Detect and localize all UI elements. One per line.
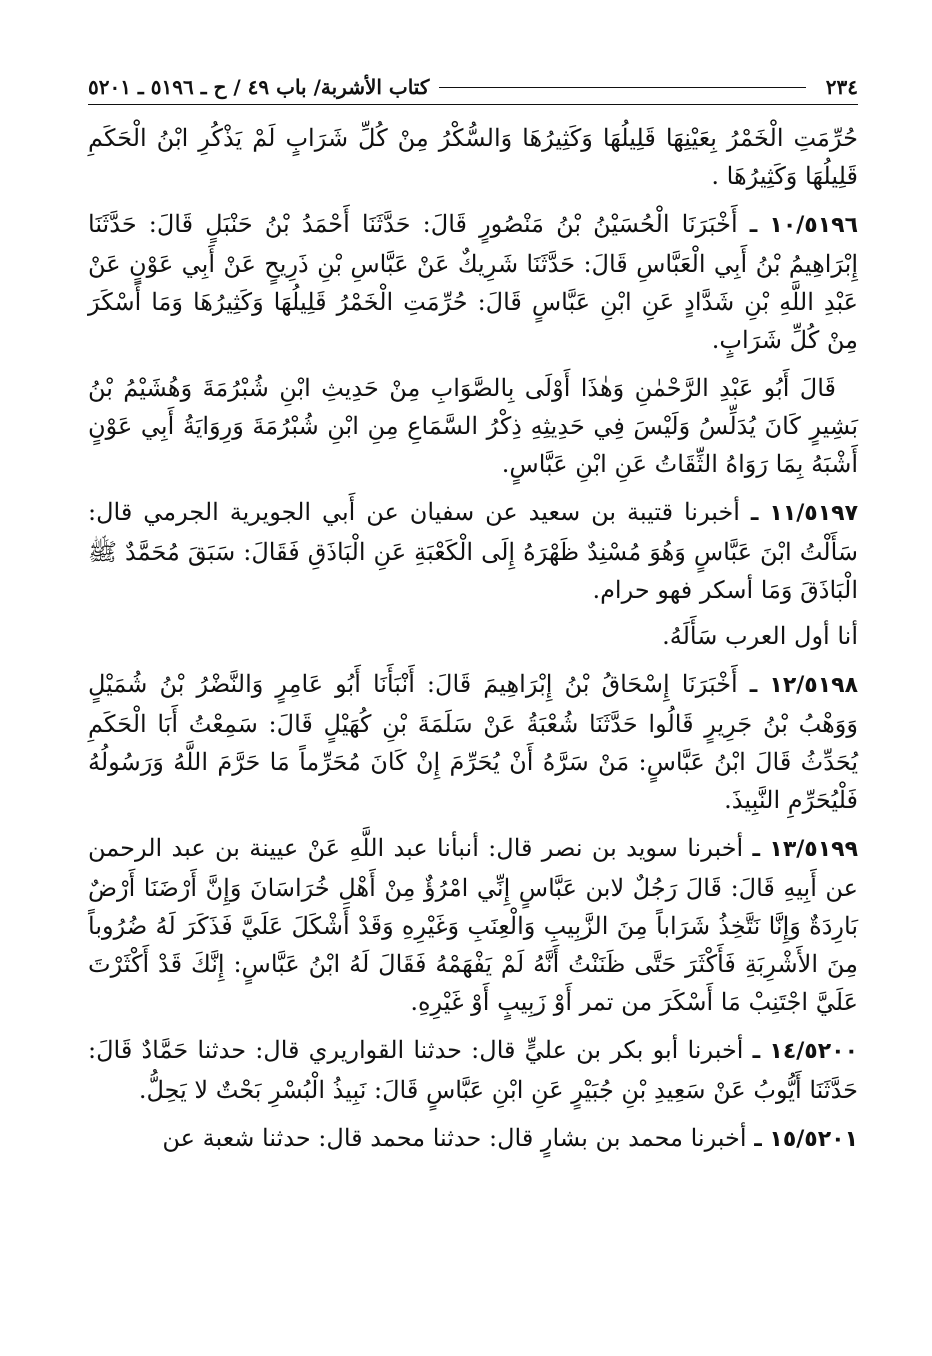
header-rule <box>439 87 805 88</box>
running-title: كتاب الأشربة/ باب ٤٩ / ح ـ ٥١٩٦ ـ ٥٢٠١ <box>88 75 430 99</box>
hadith-5196 <box>88 205 858 359</box>
hadith-5198 <box>88 665 858 819</box>
paragraph-text: أخبرنا أبو بكر بن عليٍّ قال: حدثنا القواريري قال: حدثنا حَمَّادٌ قَالَ: حَدَّثَنَا أَيُّوبُ عَنْ سَعِيدِ بْنِ جُبَيْرٍ عَنِ ابْنِ عَبَّاسٍ قَالَ: نَبِيذُ الْبُسْرِ بَحْتٌ لا يَحِلُّ. <box>88 1036 858 1104</box>
paragraph-text: أَخْبَرَنَا إِسْحَاقُ بْنُ إِبْرَاهِيمَ قَالَ: أَنْبَأَنَا أَبُو عَامِرٍ وَالنَّضْرُ بْنُ شُمَيْلٍ وَوَهْبُ بْنُ جَرِيرٍ قَالُوا حَدَّثَنَا شُعْبَةُ عَنْ سَلَمَةَ بْنِ كُهَيْلٍ قَالَ: سَمِعْتُ أَبَا الْحَكَمِ يُحَدِّثُ قَالَ ابْنُ عَبَّاسٍ: مَنْ سَرَّهُ أَنْ يُحَرِّمَ إِنْ كَانَ مُحَرِّماً مَا حَرَّمَ اللَّهُ وَرَسُولُهُ فَلْيُحَرِّمِ النَّبِيذَ. <box>88 670 858 814</box>
paragraph-text: أخبرنا سويد بن نصر قال: أنبأنا عبد اللَّهِ عَنْ عيينة بن عبد الرحمن عن أَبِيهِ قَالَ: قَالَ رَجُلٌ لابن عَبَّاسٍ إِنِّي امْرُؤٌ مِنْ أَهْلِ خُرَاسَانَ وَإِنَّ أَرْضَنَا أَرْضٌ بَارِدَةٌ وَإِنَّا نَتَّخِذُ شَرَاباً مِنَ الزَّبِيبِ وَالْعِنَبِ وَغَيْرِهِ وَقَدْ أَشْكَلَ عَلَيَّ فَذَكَرَ لَهُ ضُرُوباً مِنَ الأَشْرِبَةِ فَأَكْثَرَ حَتَّى ظَنَنْتُ أَنَّهُ لَمْ يَفْهَمْهُ فَقَالَ لَهُ ابْنُ عَبَّاسٍ: إِنَّكَ قَدْ أَكْثَرْتَ عَلَيَّ اجْتَنِبْ مَا أَسْكَرَ من تمر أَوْ زَبِيبٍ أَوْ غَيْرِهِ. <box>88 834 859 1016</box>
hadith-5200 <box>88 1031 858 1109</box>
document-page <box>88 70 858 1169</box>
hadith-number: ١٠/٥١٩٦ ـ <box>749 213 858 238</box>
paragraph-text: أخبرنا محمد بن بشارٍ قال: حدثنا محمد قال: حدثنا شعبة عن <box>162 1124 747 1152</box>
paragraph-text: قَالَ أَبُو عَبْدِ الرَّحْمٰنِ وَهٰذَا أَوْلَى بِالصَّوَابِ مِنْ حَدِيثِ ابْنِ شُبْرُمَةَ وَهُشَيْمُ بْنُ بَشِيرٍ كَانَ يُدَلِّسُ وَلَيْسَ فِي حَدِيثِهِ ذِكْرُ السَّمَاعِ مِنِ ابْنِ شُبْرُمَةَ وَرِوَايَةُ أَبِي عَوْنٍ أَشْبَهُ بِمَا رَوَاهُ الثِّقَاتُ عَنِ ابْنِ عَبَّاسٍ. <box>88 374 858 478</box>
hadith-number: ١١/٥١٩٧ ـ <box>750 501 858 526</box>
page-number: ٢٣٤ <box>825 75 858 99</box>
paragraph-text: حُرِّمَتِ الْخَمْرُ بِعَيْنِهَا قَلِيلُهَا وَكَثِيرُهَا وَالسُّكْرُ مِنْ كُلِّ شَرَابٍ لَمْ يَذْكُرِ ابْنُ الْحَكَمِ قَلِيلُهَا وَكَثِيرُهَا . <box>88 124 858 190</box>
short-note-paragraph <box>88 617 858 655</box>
hadith-number: ١٥/٥٢٠١ ـ <box>754 1127 858 1152</box>
paragraph-text: أَخْبَرَنَا الْحُسَيْنُ بْنُ مَنْصُورٍ قَالَ: حَدَّثَنَا أَحْمَدُ بْنُ حَنْبَلٍ قَالَ: حَدَّثَنَا إِبْرَاهِيمُ بْنُ أَبِي الْعَبَّاسِ قَالَ: حَدَّثَنَا شَرِيكٌ عَنْ عَبَّاسِ بْنِ ذَرِيحٍ عَنْ أَبِي عَوْنٍ عَنْ عَبْدِ اللَّهِ بْنِ شَدَّادٍ عَنِ ابْنِ عَبَّاسٍ قَالَ: حُرِّمَتِ الْخَمْرُ قَلِيلُهَا وَكَثِيرُهَا وَمَا أَسْكَرَ مِنْ كُلِّ شَرَابٍ. <box>88 210 858 354</box>
hadith-number: ١٢/٥١٩٨ ـ <box>749 673 858 698</box>
hadith-5201 <box>88 1119 858 1159</box>
hadith-5199 <box>88 829 858 1021</box>
paragraph-continuation <box>88 119 858 195</box>
paragraph-text: أنا أول العرب سَأَلَهُ. <box>662 622 858 650</box>
paragraph-text: أخبرنا قتيبة بن سعيد عن سفيان عن أَبي الجويرية الجرمي قال: سَأَلْتُ ابْنَ عَبَّاسٍ وَهُوَ مُسْنِدٌ ظَهْرَهُ إِلَى الْكَعْبَةِ عَنِ الْبَاذَقِ فَقَالَ: سَبَقَ مُحَمَّدٌ ﷺ الْبَاذَقَ وَمَا أسكر فهو حرام. <box>88 498 858 604</box>
commentary-paragraph <box>88 369 858 483</box>
hadith-number: ١٣/٥١٩٩ ـ <box>752 837 859 862</box>
hadith-number: ١٤/٥٢٠٠ ـ <box>752 1039 859 1064</box>
hadith-5197 <box>88 493 858 609</box>
page-header <box>88 70 858 105</box>
